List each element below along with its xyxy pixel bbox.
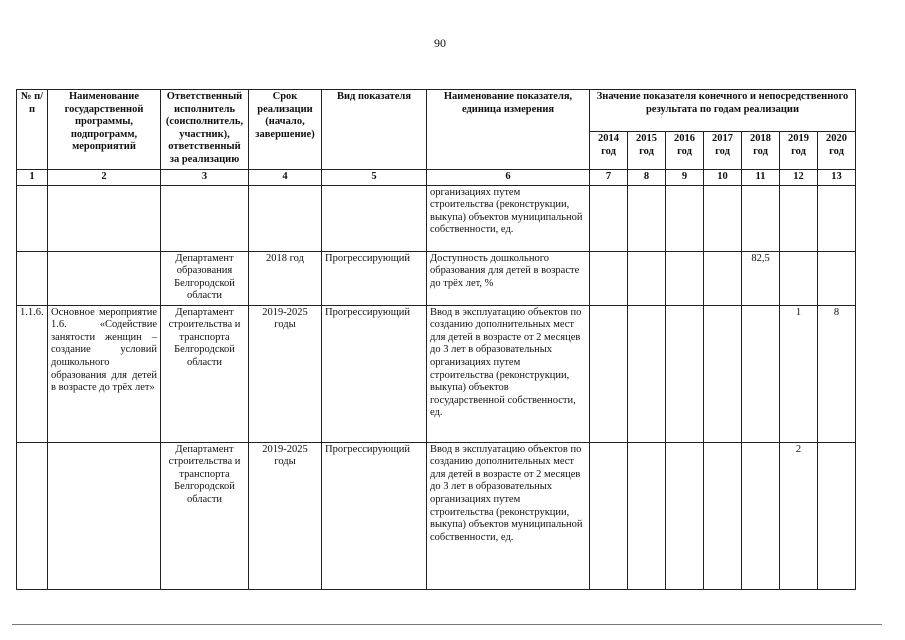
- value-cell: [590, 185, 628, 251]
- value-cell: [742, 185, 780, 251]
- table-row: [17, 442, 856, 589]
- header-year: 2019 год: [780, 132, 818, 170]
- value-cell: [628, 305, 666, 442]
- page-number: 90: [434, 36, 446, 50]
- column-number: 9: [666, 170, 704, 186]
- value-cell: [666, 251, 704, 305]
- value-cell: [666, 185, 704, 251]
- indicator-table: [16, 89, 856, 590]
- header-program-name: Наименование государственной программы, подпрограмм, мероприятий: [48, 90, 161, 170]
- table-row: [17, 251, 856, 305]
- value-cell: [590, 305, 628, 442]
- term: 2018 год: [249, 251, 322, 305]
- header-term: Срок реализации (начало, завершение): [249, 90, 322, 170]
- value-cell: [628, 442, 666, 589]
- header-year: 2018 год: [742, 132, 780, 170]
- header-executor: Ответственный исполнитель (соисполнитель, участник), ответственный за реализацию: [161, 90, 249, 170]
- value-cell: [742, 305, 780, 442]
- indicator-name: организациях путем строительства (реконструкции, выкупа) объектов муниципальной собственности, ед.: [427, 185, 590, 251]
- value-cell: [818, 442, 856, 589]
- program-name: [48, 185, 161, 251]
- column-number: 10: [704, 170, 742, 186]
- header-year: 2017 год: [704, 132, 742, 170]
- value-cell: 8: [818, 305, 856, 442]
- value-cell: 2: [780, 442, 818, 589]
- value-cell: [704, 305, 742, 442]
- column-number: 13: [818, 170, 856, 186]
- program-name: [48, 442, 161, 589]
- row-number: 1.1.6.: [17, 305, 48, 442]
- executor: Департамент строительства и транспорта Белгородской области: [161, 305, 249, 442]
- table-row: [17, 185, 856, 251]
- column-number: 5: [322, 170, 427, 186]
- indicator-name: Доступность дошкольного образования для детей в возрасте до трёх лет, %: [427, 251, 590, 305]
- table-row: [17, 305, 856, 442]
- indicator-kind: Прогрессирующий: [322, 251, 427, 305]
- header-indicator-kind: Вид показателя: [322, 90, 427, 170]
- value-cell: [590, 251, 628, 305]
- header-values-group: Значение показателя конечного и непосредственного результата по годам реализации: [590, 90, 856, 132]
- column-number: 12: [780, 170, 818, 186]
- column-numbers-row: [17, 170, 856, 186]
- row-number: [17, 251, 48, 305]
- executor: Департамент строительства и транспорта Белгородской области: [161, 442, 249, 589]
- program-name: [48, 251, 161, 305]
- header-year: 2020 год: [818, 132, 856, 170]
- value-cell: [666, 305, 704, 442]
- column-number: 2: [48, 170, 161, 186]
- value-cell: [780, 251, 818, 305]
- column-number: 4: [249, 170, 322, 186]
- value-cell: [628, 185, 666, 251]
- value-cell: [590, 442, 628, 589]
- value-cell: 82,5: [742, 251, 780, 305]
- value-cell: [704, 185, 742, 251]
- indicator-kind: Прогрессирующий: [322, 442, 427, 589]
- header-year: 2014 год: [590, 132, 628, 170]
- indicator-name: Ввод в эксплуатацию объектов по созданию дополнительных мест для детей в возрасте от 2 месяцев до 3 лет в образовательных организациях путем строительства (реконструкции, выкупа) объектов муниципальной собственности, ед.: [427, 442, 590, 589]
- column-number: 3: [161, 170, 249, 186]
- column-number: 7: [590, 170, 628, 186]
- value-cell: [742, 442, 780, 589]
- value-cell: [780, 185, 818, 251]
- indicator-name: Ввод в эксплуатацию объектов по созданию дополнительных мест для детей в возрасте от 2 месяцев до 3 лет в образовательных организациях путем строительства (реконструкции, выкупа) объектов государственной собственности, ед.: [427, 305, 590, 442]
- value-cell: [704, 251, 742, 305]
- header-year: 2016 год: [666, 132, 704, 170]
- header-indicator-name: Наименование показателя, единица измерения: [427, 90, 590, 170]
- column-number: 8: [628, 170, 666, 186]
- page-bottom-border: [12, 624, 882, 625]
- executor: Департамент образования Белгородской области: [161, 251, 249, 305]
- term: 2019-2025 годы: [249, 442, 322, 589]
- header-year: 2015 год: [628, 132, 666, 170]
- column-number: 6: [427, 170, 590, 186]
- value-cell: [704, 442, 742, 589]
- value-cell: [666, 442, 704, 589]
- column-number: 1: [17, 170, 48, 186]
- term: 2019-2025 годы: [249, 305, 322, 442]
- row-number: [17, 442, 48, 589]
- value-cell: [628, 251, 666, 305]
- column-number: 11: [742, 170, 780, 186]
- value-cell: 1: [780, 305, 818, 442]
- indicator-kind: Прогрессирующий: [322, 305, 427, 442]
- value-cell: [818, 185, 856, 251]
- row-number: [17, 185, 48, 251]
- indicator-kind: [322, 185, 427, 251]
- value-cell: [818, 251, 856, 305]
- header-number: № п/п: [17, 90, 48, 170]
- term: [249, 185, 322, 251]
- executor: [161, 185, 249, 251]
- program-name: Основное мероприятие 1.6. «Содействие занятости женщин – создание условий дошкольного образования для детей в возрасте до трёх лет»: [48, 305, 161, 442]
